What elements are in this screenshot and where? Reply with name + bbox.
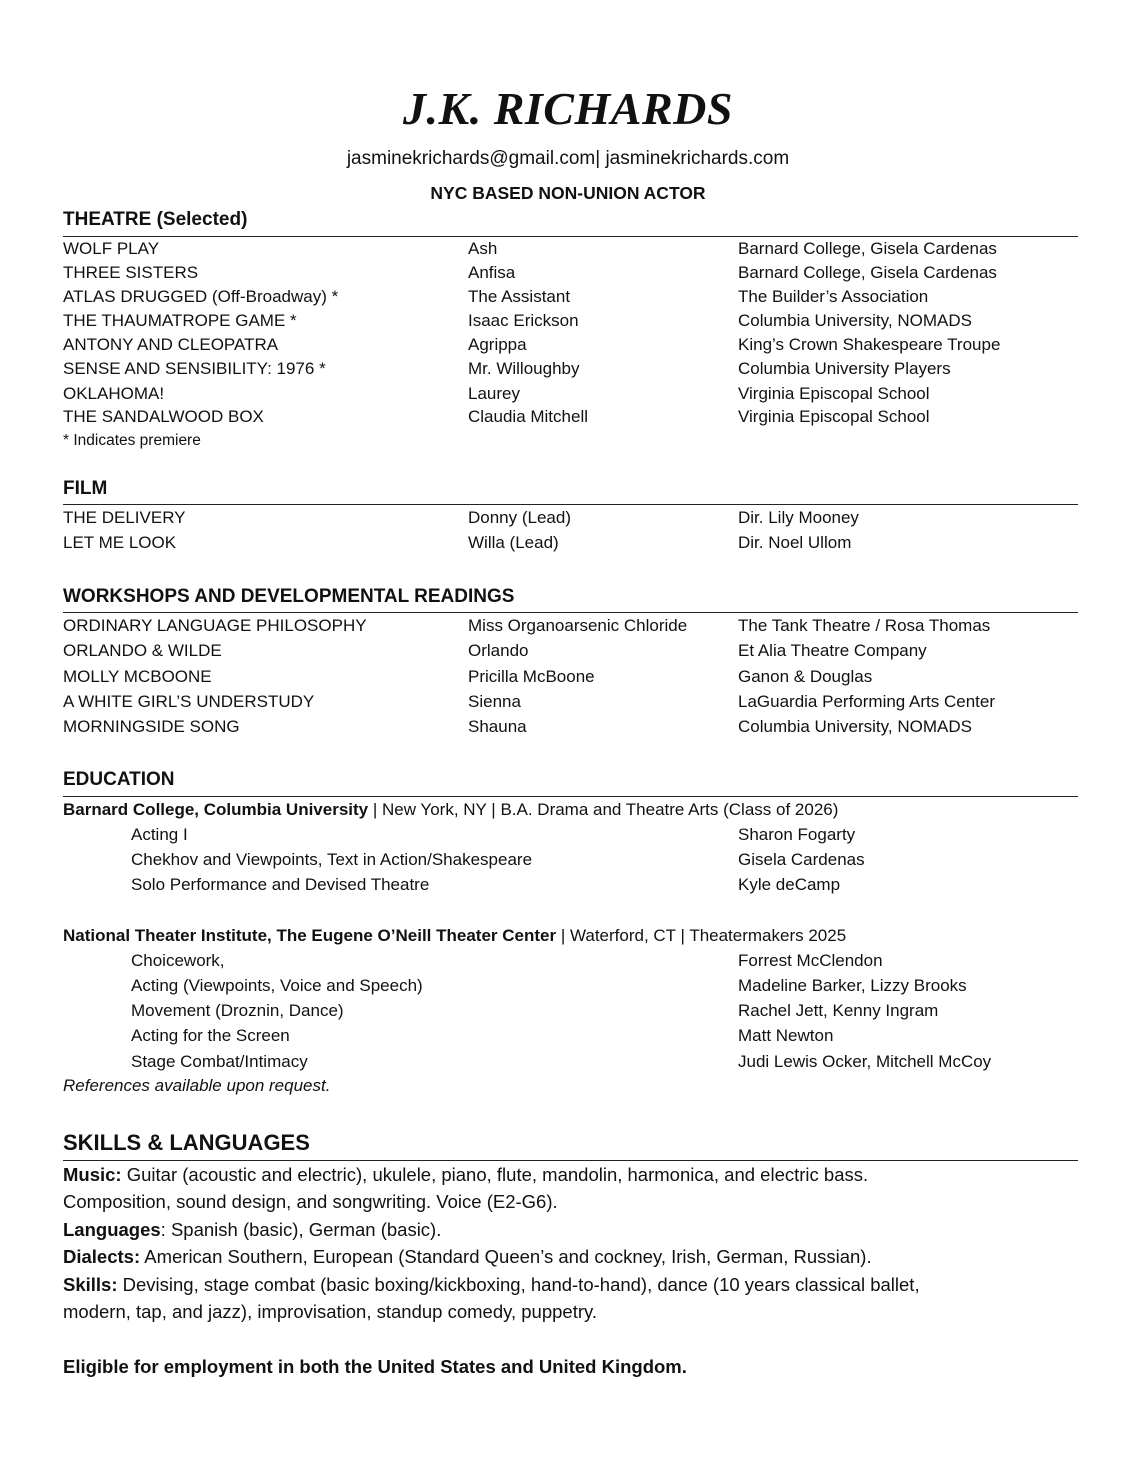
course-name: Acting I [131,825,188,844]
credit-role: Ash [468,239,498,258]
section-divider [63,796,1078,797]
credit-title: THE SANDALWOOD BOX [63,407,264,426]
course-instructor: Judi Lewis Ocker, Mitchell McCoy [738,1052,992,1071]
credit-role: Anfisa [468,263,516,282]
course-instructor: Matt Newton [738,1026,834,1045]
school-line [63,926,846,946]
section-heading-theatre: THEATRE (Selected) [63,209,248,230]
credit-company: King’s Crown Shakespeare Troupe [738,335,1001,354]
course-name: Choicework, [131,951,225,970]
course-name: Movement (Droznin, Dance) [131,1001,344,1020]
course-name: Acting (Viewpoints, Voice and Speech) [131,976,423,995]
course-name: Acting for the Screen [131,1026,290,1045]
school-details: | New York, NY | B.A. Drama and Theatre Arts (Class of 2026) [368,800,839,819]
credit-title: THREE SISTERS [63,263,199,282]
section-divider [63,236,1078,237]
skills-text: Composition, sound design, and songwriting. Voice (E2-G6). [63,1191,558,1212]
credit-role: Claudia Mitchell [468,407,588,426]
credit-title: WOLF PLAY [63,239,160,258]
credit-role: Isaac Erickson [468,311,579,330]
credit-company: Ganon & Douglas [738,667,873,686]
section-heading-education: EDUCATION [63,769,175,790]
tagline: NYC BASED NON-UNION ACTOR [430,183,706,203]
credit-role: Donny (Lead) [468,508,572,527]
section-heading-film: FILM [63,478,108,499]
skills-text: Guitar (acoustic and electric), ukulele, piano, flute, mandolin, harmonica, and electric bass. [121,1164,869,1185]
section-divider [63,1160,1078,1161]
section-divider [63,504,1078,505]
skills-label: Skills: [63,1274,118,1295]
credit-company: Et Alia Theatre Company [738,641,927,660]
credit-title: THE THAUMATROPE GAME * [63,311,297,330]
skills-label: Languages [63,1219,161,1240]
skills-skills [63,1274,920,1296]
credit-role: Miss Organoarsenic Chloride [468,616,688,635]
course-name: Chekhov and Viewpoints, Text in Action/Shakespeare [131,850,533,869]
credit-company: Columbia University, NOMADS [738,717,972,736]
credit-title: MORNINGSIDE SONG [63,717,240,736]
credit-title: THE DELIVERY [63,508,186,527]
credit-role: Orlando [468,641,529,660]
credit-company: Columbia University Players [738,359,951,378]
credit-company: The Tank Theatre / Rosa Thomas [738,616,991,635]
skills-text: Devising, stage combat (basic boxing/kickboxing, hand-to-hand), dance (10 years classical ballet, [117,1274,920,1295]
skills-languages [63,1219,441,1241]
skills-label: Dialects: [63,1246,141,1267]
school-details: | Waterford, CT | Theatermakers 2025 [556,926,847,945]
school-name: National Theater Institute, The Eugene O’Neill Theater Center [63,926,557,945]
credit-title: SENSE AND SENSIBILITY: 1976 * [63,359,326,378]
section-divider [63,612,1078,613]
course-instructor: Rachel Jett, Kenny Ingram [738,1001,939,1020]
credit-company: Barnard College, Gisela Cardenas [738,239,997,258]
credit-title: LET ME LOOK [63,533,177,552]
credit-role: Shauna [468,717,527,736]
credit-title: ORDINARY LANGUAGE PHILOSOPHY [63,616,367,635]
credit-role: Willa (Lead) [468,533,559,552]
premiere-note: * Indicates premiere [63,432,201,449]
school-name: Barnard College, Columbia University [63,800,369,819]
references-note: References available upon request. [63,1076,331,1095]
skills-text: : Spanish (basic), German (basic). [160,1219,442,1240]
credit-company: Virginia Episcopal School [738,407,930,426]
school-line [63,800,838,820]
credit-company: The Builder’s Association [738,287,929,306]
credit-company: Columbia University, NOMADS [738,311,972,330]
skills-text: American Southern, European (Standard Queen’s and cockney, Irish, German, Russian). [140,1246,872,1267]
page-title: J.K. RICHARDS [403,83,733,134]
credit-role: Laurey [468,384,520,403]
course-name: Solo Performance and Devised Theatre [131,875,430,894]
credit-title: A WHITE GIRL’S UNDERSTUDY [63,692,315,711]
credit-company: Dir. Noel Ullom [738,533,852,552]
skills-text: modern, tap, and jazz), improvisation, standup comedy, puppetry. [63,1301,598,1322]
course-instructor: Gisela Cardenas [738,850,865,869]
skills-dialects [63,1246,872,1268]
credit-company: Barnard College, Gisela Cardenas [738,263,997,282]
section-heading-skills: SKILLS & LANGUAGES [63,1130,310,1155]
credit-role: Sienna [468,692,521,711]
course-instructor: Madeline Barker, Lizzy Brooks [738,976,967,995]
credit-company: LaGuardia Performing Arts Center [738,692,996,711]
credit-title: ANTONY AND CLEOPATRA [63,335,279,354]
credit-role: Pricilla McBoone [468,667,595,686]
credit-title: ATLAS DRUGGED (Off-Broadway) * [63,287,339,306]
course-instructor: Kyle deCamp [738,875,841,894]
section-heading-workshops: WORKSHOPS AND DEVELOPMENTAL READINGS [63,586,515,607]
credit-role: Mr. Willoughby [468,359,580,378]
credit-company: Virginia Episcopal School [738,384,930,403]
credit-title: ORLANDO & WILDE [63,641,222,660]
contact-line: jasminekrichards@gmail.com| jasminekrichards.com [346,148,790,169]
skills-music [63,1164,868,1186]
credit-title: MOLLY MCBOONE [63,667,212,686]
course-name: Stage Combat/Intimacy [131,1052,308,1071]
course-instructor: Sharon Fogarty [738,825,856,844]
skills-label: Music: [63,1164,122,1185]
credit-company: Dir. Lily Mooney [738,508,859,527]
credit-role: The Assistant [468,287,571,306]
credit-role: Agrippa [468,335,527,354]
course-instructor: Forrest McClendon [738,951,883,970]
credit-title: OKLAHOMA! [63,384,165,403]
eligibility-statement: Eligible for employment in both the United States and United Kingdom. [63,1356,687,1377]
